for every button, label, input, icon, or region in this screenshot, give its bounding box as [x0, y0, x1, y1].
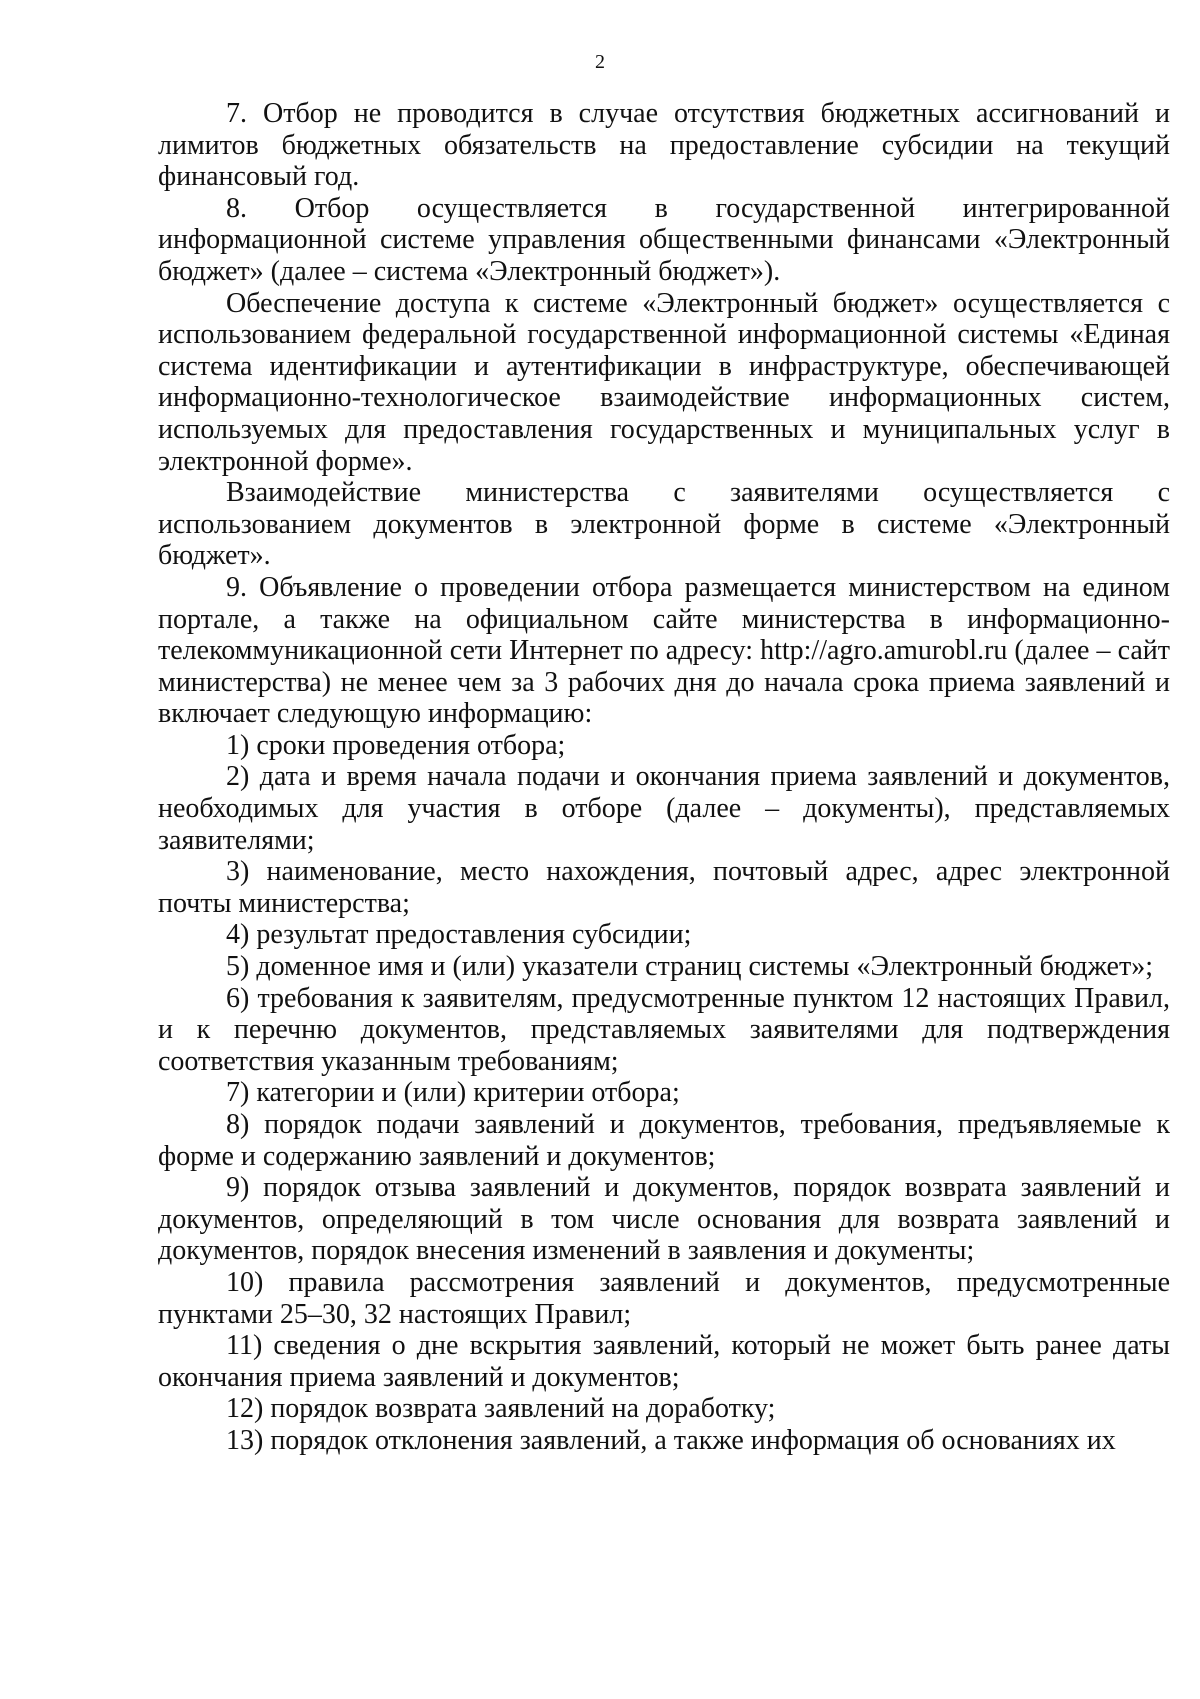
- list-item-6: 6) требования к заявителям, предусмотренные пунктом 12 настоящих Правил, и к перечню документов, представляемых заявителями для подтверждения соответствия указанным требованиям;: [158, 982, 1170, 1077]
- list-item-12: 12) порядок возврата заявлений на доработку;: [226, 1393, 776, 1425]
- page-number: 2: [595, 51, 605, 73]
- list-item-8: 8) порядок подачи заявлений и документов, требования, предъявляемые к форме и содержанию заявлений и документов;: [158, 1109, 1170, 1172]
- list-item-1: 1) сроки проведения отбора;: [226, 729, 566, 761]
- paragraph-8: 8. Отбор осуществляется в государственной интегрированной информационной системе управления общественными финансами «Электронный бюджет» (далее – система «Электронный бюджет»).: [158, 192, 1170, 287]
- list-item-2: 2) дата и время начала подачи и окончания приема заявлений и документов, необходимых для участия в отборе (далее – документы), представляемых заявителями;: [158, 761, 1170, 856]
- paragraph-9: 9. Объявление о проведении отбора размещается министерством на едином портале, а также на официальном сайте министерства в информационно-телекоммуникационной сети Интернет по адресу: http://agro.amurobl.ru (далее – сайт министерства) не менее чем за 3 рабочих дня до начала срока приема заявлений и включает следующую информацию:: [158, 571, 1170, 730]
- list-item-10: 10) правила рассмотрения заявлений и документов, предусмотренные пунктами 25–30, 32 настоящих Правил;: [158, 1266, 1170, 1330]
- list-item-13: 13) порядок отклонения заявлений, а также информация об основаниях их: [226, 1424, 1116, 1456]
- list-item-9: 9) порядок отзыва заявлений и документов, порядок возврата заявлений и документов, определяющий в том числе основания для возврата заявлений и документов, порядок внесения изменений в заявления и документы;: [158, 1172, 1170, 1267]
- list-item-5: 5) доменное имя и (или) указатели страниц системы «Электронный бюджет»;: [226, 951, 1153, 983]
- paragraph-8-interaction: Взаимодействие министерства с заявителями осуществляется с использованием документов в электронной форме в системе «Электронный бюджет».: [158, 477, 1170, 572]
- document-body: [158, 98, 1170, 1457]
- paragraph-8-access: Обеспечение доступа к системе «Электронный бюджет» осуществляется с использованием федеральной государственной информационной системы «Единая система идентификации и аутентификации в инфраструктуре, обеспечивающей информационно-технологическое взаимодействие информационных систем, используемых для предоставления государственных и муниципальных услуг в электронной форме».: [158, 287, 1170, 477]
- list-item-7: 7) категории и (или) критерии отбора;: [226, 1077, 680, 1109]
- list-item-4: 4) результат предоставления субсидии;: [226, 919, 692, 951]
- paragraph-7: 7. Отбор не проводится в случае отсутствия бюджетных ассигнований и лимитов бюджетных обязательств на предоставление субсидии на текущий финансовый год.: [158, 98, 1170, 193]
- list-item-11: 11) сведения о дне вскрытия заявлений, который не может быть ранее даты окончания приема заявлений и документов;: [158, 1330, 1170, 1393]
- list-item-3: 3) наименование, место нахождения, почтовый адрес, адрес электронной почты министерства;: [158, 856, 1170, 919]
